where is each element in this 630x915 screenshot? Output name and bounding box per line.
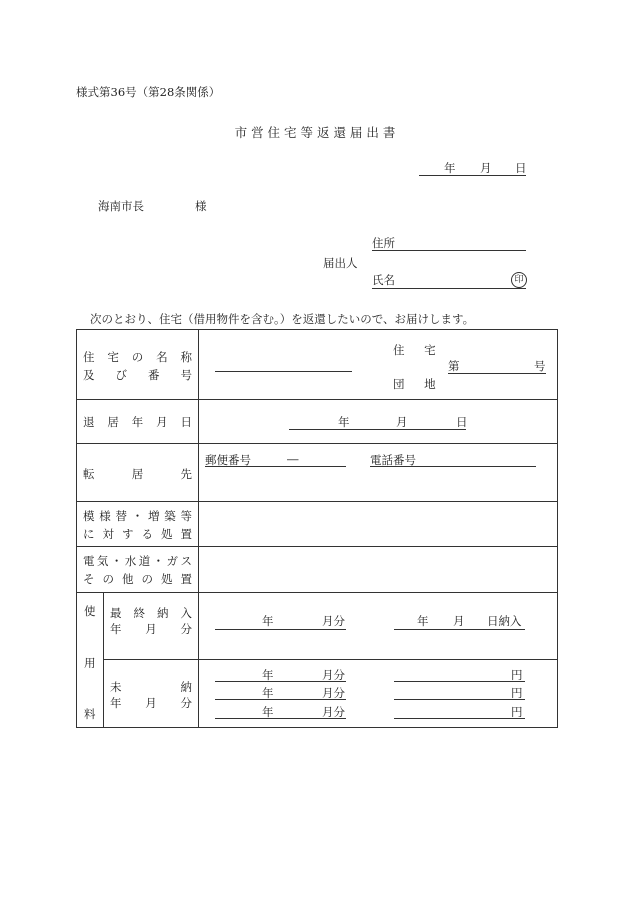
unpaid-label-cell	[104, 660, 199, 728]
move-out-label	[83, 414, 192, 430]
housing-name-field[interactable]	[215, 371, 352, 372]
fee-label-char-1: 使	[84, 604, 96, 618]
row-housing	[77, 330, 558, 400]
label-char: 電	[83, 554, 95, 568]
seal-icon	[511, 271, 527, 288]
label-char: 居	[131, 467, 144, 481]
label-char: 年	[131, 415, 144, 429]
move-out-date-field[interactable]	[289, 429, 466, 430]
label-char: す	[122, 527, 134, 541]
label-char: る	[141, 527, 153, 541]
label-char: ・	[152, 554, 165, 568]
unpaid-3-month-portion: 月分	[322, 705, 345, 719]
utilities-label-cell	[77, 547, 199, 593]
unpaid-3-amount-field[interactable]	[394, 718, 525, 719]
label-char: 月	[145, 696, 157, 710]
label-char: 居	[107, 415, 119, 429]
label-char: 月	[156, 415, 168, 429]
label-char: 様	[99, 509, 111, 523]
label-char: ス	[180, 554, 192, 568]
label-char: 年	[110, 696, 122, 710]
unpaid-label-line2	[110, 695, 192, 711]
final-portion-field[interactable]	[215, 629, 346, 630]
name-field[interactable]	[372, 288, 526, 289]
row-remodel	[77, 502, 558, 547]
housing-value-cell	[199, 330, 558, 400]
label-char: 年	[110, 622, 122, 636]
payment-date-field[interactable]	[394, 629, 525, 630]
final-year: 年	[262, 614, 274, 628]
label-char: 分	[180, 696, 192, 710]
postal-dash: ―	[287, 452, 299, 466]
label-char: 退	[83, 415, 95, 429]
row-fee-final	[77, 593, 558, 660]
row-utilities	[77, 547, 558, 593]
unpaid-3-year: 年	[262, 705, 274, 719]
label-char: の	[131, 350, 144, 364]
unpaid-2-amount-field[interactable]	[394, 699, 525, 700]
label-char: 未	[110, 680, 122, 694]
unpaid-1-month-portion: 月分	[322, 668, 345, 682]
fee-label-char-3: 料	[84, 707, 96, 721]
forwarding-label	[83, 466, 192, 482]
label-char: の	[102, 572, 114, 586]
pay-day: 日納入	[487, 614, 522, 628]
postal-label: 郵便番号	[205, 453, 251, 467]
label-char: 団	[393, 377, 405, 391]
unpaid-3-portion-field[interactable]	[215, 718, 346, 719]
unpaid-2-portion-field[interactable]	[215, 699, 346, 700]
jutaku-label	[393, 342, 436, 358]
label-char: 道	[138, 554, 151, 568]
unpaid-1-yen: 円	[511, 668, 523, 682]
final-payment-value-cell	[199, 593, 558, 660]
name-label: 氏名	[372, 273, 395, 287]
postal-code-field[interactable]	[205, 466, 346, 467]
housing-label-line1	[83, 349, 192, 365]
address-label: 住所	[372, 236, 395, 250]
label-char: ガ	[166, 554, 179, 568]
seal-mark: 印	[511, 272, 527, 288]
housing-label-cell	[77, 330, 199, 400]
label-char: ・	[131, 509, 144, 523]
utilities-value-cell[interactable]	[199, 547, 558, 593]
label-char: 番	[148, 368, 160, 382]
label-char: 納	[157, 606, 169, 620]
row-fee-unpaid	[77, 660, 558, 728]
move-out-month: 月	[396, 415, 408, 429]
label-char: 入	[180, 606, 192, 620]
label-char: 模	[83, 509, 95, 523]
label-char: 気	[96, 554, 109, 568]
dai-label: 第	[448, 359, 460, 373]
unpaid-1-portion-field[interactable]	[215, 681, 346, 682]
label-char: 宅	[107, 350, 119, 364]
label-char: 転	[83, 467, 95, 481]
unpaid-1-amount-field[interactable]	[394, 681, 525, 682]
unpaid-2-yen: 円	[511, 686, 523, 700]
honorific: 様	[195, 199, 207, 213]
remodel-label-line1	[83, 508, 192, 524]
label-char: そ	[83, 572, 95, 586]
danchi-label	[393, 376, 436, 392]
document-title: 市 営 住 宅 等 返 還 届 出 書	[234, 125, 396, 140]
label-char: 等	[180, 509, 192, 523]
label-char: 称	[180, 350, 192, 364]
row-forwarding	[77, 444, 558, 502]
label-char: び	[115, 368, 127, 382]
address-field[interactable]	[372, 250, 526, 251]
phone-label: 電話番号	[370, 453, 416, 467]
label-char: 地	[424, 377, 436, 391]
final-month-portion: 月分	[322, 614, 345, 628]
room-number-field[interactable]	[448, 373, 546, 374]
unpaid-3-yen: 円	[511, 705, 523, 719]
label-char: 住	[393, 343, 405, 357]
date-day-label: 日	[515, 161, 527, 175]
label-char: 名	[156, 350, 168, 364]
label-char: 替	[115, 509, 127, 523]
label-char: 月	[145, 622, 157, 636]
move-out-value-cell	[199, 400, 558, 444]
pay-year: 年	[417, 614, 429, 628]
label-char: 宅	[424, 343, 436, 357]
forwarding-value-cell	[199, 444, 558, 502]
label-char: 築	[164, 509, 176, 523]
label-char: 納	[180, 680, 192, 694]
final-payment-label-line1	[110, 605, 192, 621]
intro-text: 次のとおり、住宅（借用物件を含む。）を返還したいので、お届けします。	[90, 312, 475, 326]
fee-label-cell	[77, 593, 104, 728]
unpaid-1-year: 年	[262, 668, 274, 682]
utilities-label-line2	[83, 571, 192, 587]
label-char: 置	[180, 572, 192, 586]
final-payment-label-line2	[110, 621, 192, 637]
label-char: 水	[124, 554, 137, 568]
label-char: 増	[148, 509, 160, 523]
label-char: 最	[110, 606, 122, 620]
utilities-label-line1	[83, 553, 192, 569]
move-out-year: 年	[338, 415, 350, 429]
date-month-label: 月	[480, 161, 492, 175]
label-char: 処	[161, 527, 173, 541]
forwarding-label-cell	[77, 444, 199, 502]
phone-field[interactable]	[370, 466, 536, 467]
label-char: 置	[180, 527, 192, 541]
addressee: 海南市長	[98, 199, 144, 213]
date-underline	[419, 175, 526, 176]
final-payment-label-cell	[104, 593, 199, 660]
unpaid-label-line1	[110, 679, 192, 695]
go-label: 号	[534, 359, 546, 373]
unpaid-2-year: 年	[262, 686, 274, 700]
unpaid-2-month-portion: 月分	[322, 686, 345, 700]
label-char: ・	[110, 554, 123, 568]
remodel-value-cell[interactable]	[199, 502, 558, 547]
move-out-label-cell	[77, 400, 199, 444]
remodel-label-cell	[77, 502, 199, 547]
label-char: 他	[122, 572, 134, 586]
label-char: の	[141, 572, 153, 586]
unpaid-value-cell	[199, 660, 558, 728]
label-char: 及	[83, 368, 95, 382]
label-char: 号	[180, 368, 192, 382]
row-move-out	[77, 400, 558, 444]
label-char: 日	[180, 415, 192, 429]
return-form-table	[76, 329, 558, 728]
label-char: 住	[83, 350, 95, 364]
label-char: 分	[180, 622, 192, 636]
move-out-day: 日	[456, 415, 468, 429]
pay-month: 月	[453, 614, 465, 628]
date-year-label: 年	[444, 161, 456, 175]
applicant-label: 届出人	[323, 256, 358, 270]
form-number: 様式第36号（第28条関係）	[76, 85, 221, 99]
label-char: 先	[180, 467, 192, 481]
label-char: に	[83, 527, 95, 541]
label-char: 終	[133, 606, 145, 620]
fee-label-char-2: 用	[84, 656, 96, 670]
housing-label-line2	[83, 367, 192, 383]
remodel-label-line2	[83, 526, 192, 542]
label-char: 対	[102, 527, 114, 541]
label-char: 処	[161, 572, 173, 586]
